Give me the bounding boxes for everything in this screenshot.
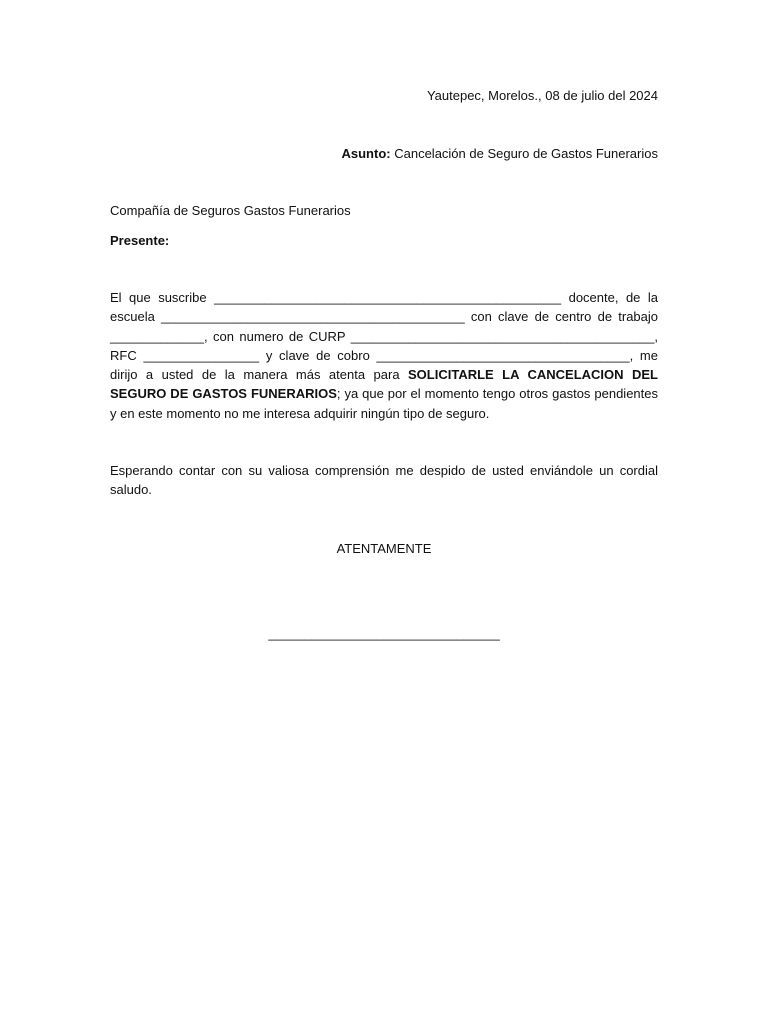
subject-line [110,144,658,163]
date-line: Yautepec, Morelos., 08 de julio del 2024 [426,88,658,103]
body-text-part2: ; ya que por el momento tengo otros gastos pendientes y en este momento no me interesa adquirir ningún tipo de seguro. [110,386,658,421]
signature-line: ________________________________ [268,626,500,641]
body-text-bold: SOLICITARLE LA CANCELACION DEL SEGURO DE GASTOS FUNERARIOS [110,367,658,402]
subject-label: Asunto: [341,146,391,161]
subject-text: Cancelación de Seguro de Gastos Funerarios [390,146,658,161]
greeting [110,231,658,250]
body-paragraph [110,288,658,423]
closing-paragraph: Esperando contar con su valiosa comprensión me despido de usted enviándole un cordial saludo. [110,463,658,498]
sign-off: ATENTAMENTE [336,541,432,556]
body-text-part1: El que suscribe ________________________________________________ docente, de la escuela __________________________________________ con clave de centro de trabajo _____________, con numero de CURP __________________________________________, RFC ________________ y clave de cobro ___________________________________, me dirijo a usted de la manera más atenta para [110,290,658,383]
recipient-company: Compañía de Seguros Gastos Funerarios [110,203,351,218]
greeting-text: Presente: [110,233,170,248]
